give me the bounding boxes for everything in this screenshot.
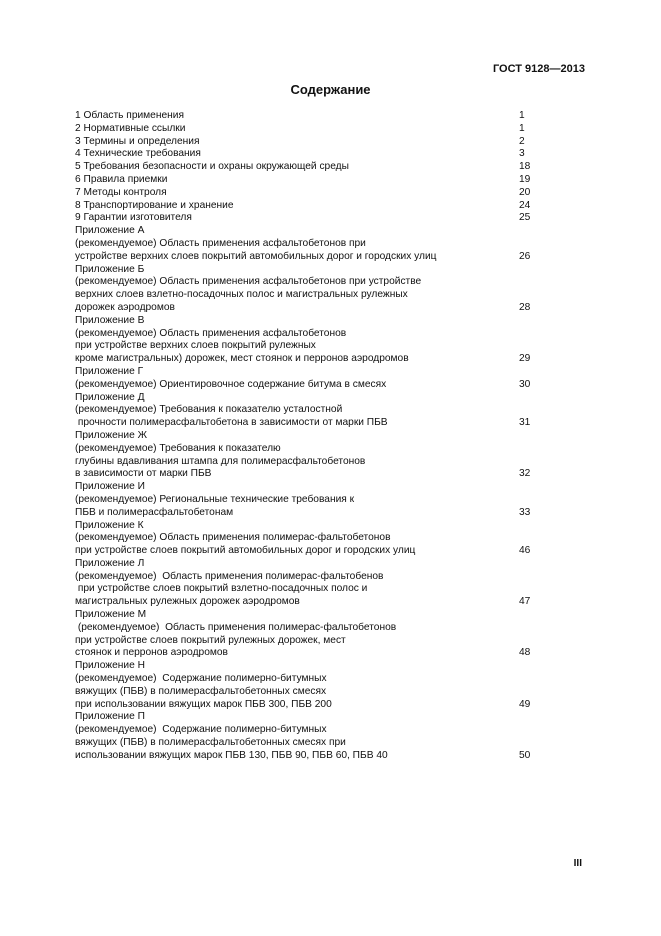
toc-entry-line: ПБВ и полимерасфальтобетонам <box>75 506 234 518</box>
toc-entry-title <box>75 520 495 558</box>
toc-entry-page: 1 <box>519 122 525 134</box>
toc-entry[interactable] <box>75 174 535 187</box>
toc-entry-line: верхних слоев взлетно-посадочных полос и магистральных рулежных <box>75 289 408 301</box>
toc-entry-line: Приложение Б <box>75 263 145 275</box>
toc-entry-line: глубины вдавливания штампа для полимерасфальтобетонов <box>75 455 366 467</box>
toc-entry-title <box>75 609 495 660</box>
toc-entry-line: (рекомендуемое) Ориентировочное содержание битума в смесях <box>75 378 387 390</box>
toc-entry-title <box>75 187 495 200</box>
toc-entry-page: 33 <box>519 506 531 518</box>
toc-entry-line: (рекомендуемое) Содержание полимерно-битумных <box>75 673 327 685</box>
toc-entry-line: магистральных рулежных дорожек аэродромов <box>75 596 300 608</box>
toc-entry[interactable] <box>75 123 535 136</box>
toc-entry[interactable] <box>75 225 535 263</box>
page-number: III <box>573 858 582 869</box>
toc-entry-line: вяжущих (ПБВ) в полимерасфальтобетонных смесях при <box>75 737 346 749</box>
toc-entry-line: 8 Транспортирование и хранение <box>75 199 234 211</box>
toc-entry[interactable] <box>75 711 535 762</box>
toc-entry-line: вяжущих (ПБВ) в полимерасфальтобетонных смесях <box>75 685 327 697</box>
toc-entry-title <box>75 110 495 123</box>
toc-entry[interactable] <box>75 609 535 660</box>
toc-entry-page: 31 <box>519 417 531 429</box>
toc-entry-line: Приложение М <box>75 609 147 621</box>
toc-entry-page: 26 <box>519 250 531 262</box>
toc-entry-title <box>75 558 495 609</box>
toc-entry-page: 3 <box>519 148 525 160</box>
toc-entry-page: 32 <box>519 468 531 480</box>
toc-entry-line: Приложение Г <box>75 365 144 377</box>
toc-entry[interactable] <box>75 110 535 123</box>
toc-entry[interactable] <box>75 200 535 213</box>
toc-entry-line: Приложение А <box>75 225 145 237</box>
toc-entry-title <box>75 711 495 762</box>
toc-entry-line: 9 Гарантии изготовителя <box>75 212 192 224</box>
toc-entry-line: 6 Правила приемки <box>75 173 168 185</box>
toc-entry-title <box>75 430 495 481</box>
toc-entry-line: (рекомендуемое) Область применения асфальтобетонов при <box>75 237 366 249</box>
toc-entry-title <box>75 148 495 161</box>
toc-entry-line: Приложение Д <box>75 391 145 403</box>
toc-entry[interactable] <box>75 366 535 392</box>
toc-entry-page: 28 <box>519 301 531 313</box>
toc-entry[interactable] <box>75 392 535 430</box>
toc-entry-title <box>75 264 495 315</box>
toc-entry-line: (рекомендуемое) Региональные технические требования к <box>75 493 355 505</box>
toc-entry-title <box>75 161 495 174</box>
toc-entry-line: при использовании вяжущих марок ПБВ 300, ПБВ 200 <box>75 698 332 710</box>
toc-entry-line: использовании вяжущих марок ПБВ 130, ПБВ 90, ПБВ 60, ПБВ 40 <box>75 749 388 761</box>
toc-entry-line: Приложение Н <box>75 660 145 672</box>
toc-entry-line: прочности полимерасфальтобетона в зависимости от марки ПБВ <box>75 417 388 429</box>
toc-entry-page: 48 <box>519 647 531 659</box>
toc-entry[interactable] <box>75 520 535 558</box>
toc-entry-title <box>75 123 495 136</box>
toc-entry-page: 24 <box>519 199 531 211</box>
toc-entry-line: Приложение П <box>75 711 145 723</box>
toc-entry-title <box>75 660 495 711</box>
toc-entry-line: (рекомендуемое) Область применения полимерас-фальтобенов <box>75 570 384 582</box>
toc-entry-line: (рекомендуемое) Область применения асфальтобетонов <box>75 327 347 339</box>
document-code: ГОСТ 9128—2013 <box>492 63 585 75</box>
toc-entry-title <box>75 212 495 225</box>
toc-entry-line: 7 Методы контроля <box>75 186 167 198</box>
toc-entry[interactable] <box>75 660 535 711</box>
toc-entry-line: (рекомендуемое) Требования к показателю усталостной <box>75 404 343 416</box>
toc-entry-title <box>75 200 495 213</box>
toc-entry[interactable] <box>75 481 535 519</box>
toc-entry-page: 50 <box>519 749 531 761</box>
toc-entry-line: (рекомендуемое) Требования к показателю <box>75 442 281 454</box>
toc-entry-line: (рекомендуемое) Содержание полимерно-битумных <box>75 724 327 736</box>
toc-entry-page: 20 <box>519 186 531 198</box>
toc-entry-page: 18 <box>519 161 531 173</box>
page-title: Содержание <box>290 82 371 97</box>
toc-entry[interactable] <box>75 161 535 174</box>
toc-entry-line: 1 Область применения <box>75 110 184 121</box>
toc-entry-line: Приложение Л <box>75 557 145 569</box>
toc-entry-page: 29 <box>519 353 531 365</box>
toc-entry-line: (рекомендуемое) Область применения полимерас-фальтобетонов <box>75 621 397 633</box>
toc-entry-title <box>75 481 495 519</box>
toc-entry-title <box>75 136 495 149</box>
toc-entry-page: 46 <box>519 545 531 557</box>
toc-entry-line: 4 Технические требования <box>75 148 201 160</box>
toc-entry-title <box>75 174 495 187</box>
toc-entry-page: 49 <box>519 698 531 710</box>
toc-entry-line: Приложение В <box>75 314 145 326</box>
toc-entry-line: (рекомендуемое) Область применения полимерас-фальтобетонов <box>75 532 391 544</box>
toc-entry-line: Приложение К <box>75 519 144 531</box>
toc-entry-page: 19 <box>519 173 531 185</box>
toc-entry-line: при устройстве верхних слоев покрытий рулежных <box>75 340 316 352</box>
toc-entry[interactable] <box>75 212 535 225</box>
toc-entry-line: в зависимости от марки ПБВ <box>75 468 212 480</box>
toc-entry-line: 5 Требования безопасности и охраны окружающей среды <box>75 161 349 173</box>
toc-entry-line: устройстве верхних слоев покрытий автомобильных дорог и городских улиц <box>75 250 437 262</box>
toc-entry[interactable] <box>75 264 535 315</box>
toc-entry-title <box>75 315 495 366</box>
toc-entry-line: 3 Термины и определения <box>75 135 200 147</box>
toc-entry-title <box>75 392 495 430</box>
toc-entry-page: 47 <box>519 596 531 608</box>
toc-entry-line: Приложение Ж <box>75 429 147 441</box>
toc-entry-page: 25 <box>519 212 531 224</box>
toc-entry-page: 30 <box>519 378 531 390</box>
toc-entry[interactable] <box>75 430 535 481</box>
toc-entry-page: 1 <box>519 110 525 121</box>
toc-entry[interactable] <box>75 187 535 200</box>
table-of-contents <box>75 110 535 763</box>
toc-entry-line: Приложение И <box>75 481 145 493</box>
toc-entry-line: (рекомендуемое) Область применения асфальтобетонов при устройстве <box>75 276 422 288</box>
toc-entry[interactable] <box>75 148 535 161</box>
toc-entry[interactable] <box>75 136 535 149</box>
toc-entry-title <box>75 225 495 263</box>
toc-entry-line: при устройстве слоев покрытий взлетно-посадочных полос и <box>75 583 368 595</box>
toc-entry[interactable] <box>75 315 535 366</box>
toc-entry-title <box>75 366 495 392</box>
toc-entry-line: кроме магистральных) дорожек, мест стоянок и перронов аэродромов <box>75 353 409 365</box>
toc-entry-line: 2 Нормативные ссылки <box>75 122 186 134</box>
toc-entry-page: 2 <box>519 135 525 147</box>
toc-entry-line: при устройстве слоев покрытий рулежных дорожек, мест <box>75 634 346 646</box>
toc-entry[interactable] <box>75 558 535 609</box>
toc-entry-line: при устройстве слоев покрытий автомобильных дорог и городских улиц <box>75 545 416 557</box>
toc-entry-line: дорожек аэродромов <box>75 301 175 313</box>
toc-entry-line: стоянок и перронов аэродромов <box>75 647 228 659</box>
